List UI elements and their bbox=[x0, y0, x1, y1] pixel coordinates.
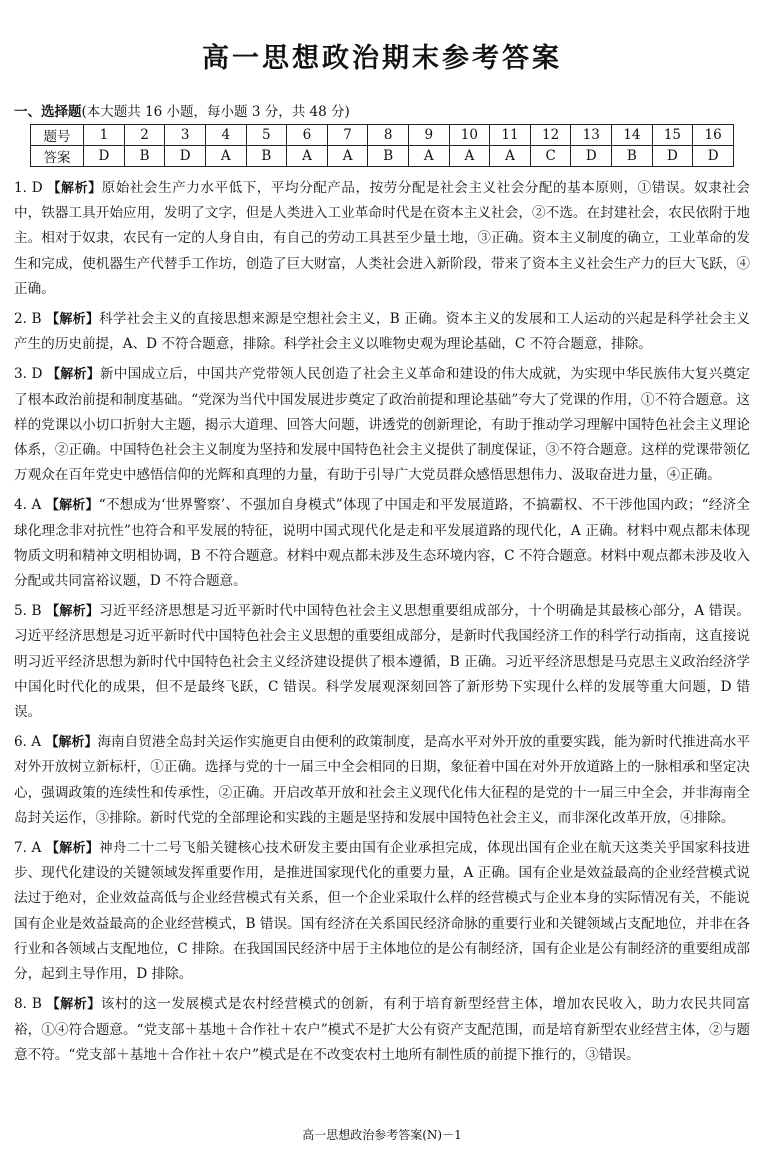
question-number-cell: 16 bbox=[693, 125, 734, 146]
question-number-cell: 9 bbox=[408, 125, 449, 146]
explanation-item bbox=[14, 730, 750, 831]
answer-cell: D bbox=[693, 146, 734, 167]
question-number-cell: 15 bbox=[652, 125, 693, 146]
question-number-cell: 1 bbox=[84, 125, 125, 146]
explanation-text: 科学社会主义的直接思想来源是空想社会主义，B 正确。资本主义的发展和工人运动的兴起是科学社会主义产生的历史前提，A、D 不符合题意，排除。科学社会主义以唯物史观为理论基础，C 不符合题意，排除。 bbox=[14, 311, 750, 353]
explanation-item bbox=[14, 307, 750, 357]
answer-cell: A bbox=[408, 146, 449, 167]
explanation-answer: 1. D bbox=[14, 180, 43, 196]
analysis-tag: 【解析】 bbox=[45, 498, 99, 514]
question-number-cell: 7 bbox=[327, 125, 368, 146]
analysis-tag: 【解析】 bbox=[45, 735, 98, 751]
section-label: 一、选择题 bbox=[14, 104, 82, 120]
question-number-cell: 4 bbox=[205, 125, 246, 146]
answer-cell: A bbox=[205, 146, 246, 167]
analysis-tag: 【解析】 bbox=[47, 181, 102, 196]
explanation-answer: 3. D bbox=[14, 366, 43, 383]
answer-cell: A bbox=[327, 146, 368, 167]
section-heading bbox=[14, 100, 350, 120]
answer-cell: A bbox=[449, 146, 490, 167]
question-number-cell: 5 bbox=[246, 125, 287, 146]
answer-table bbox=[30, 124, 734, 167]
analysis-tag: 【解析】 bbox=[46, 604, 100, 620]
question-number-cell: 13 bbox=[571, 125, 612, 146]
answer-table-answer-header: 答案 bbox=[31, 146, 84, 167]
explanation-list bbox=[14, 176, 750, 1073]
answer-cell: D bbox=[652, 146, 693, 167]
analysis-tag: 【解析】 bbox=[46, 312, 100, 328]
explanation-item bbox=[14, 836, 750, 987]
analysis-tag: 【解析】 bbox=[46, 997, 101, 1013]
question-number-cell: 6 bbox=[287, 125, 328, 146]
explanation-item bbox=[14, 362, 750, 488]
explanation-item bbox=[14, 599, 750, 725]
explanation-text: 海南自贸港全岛封关运作实施更自由便利的政策制度，是高水平对外开放的重要实践，能为新时代推进高水平对外开放树立新标杆，①正确。选择与党的十一届三中全会相同的日期，象征着中国在对外开放道路上的一脉相承和坚定决心，强调政策的连续性和传承性，②正确。开启改革开放和社会主义现代化伟大征程的是党的十一届三中全会，并非海南全岛封关运作，③排除。新时代党的全部理论和实践的主题是坚持和发展中国特色社会主义，而非深化改革开放，④排除。 bbox=[14, 734, 750, 826]
answer-cell: C bbox=[530, 146, 571, 167]
answer-table-number-row bbox=[31, 125, 734, 146]
answer-cell: A bbox=[490, 146, 531, 167]
question-number-cell: 12 bbox=[530, 125, 571, 146]
explanation-answer: 5. B bbox=[14, 603, 42, 620]
explanation-text: 习近平经济思想是习近平新时代中国特色社会主义思想重要组成部分，十个明确是其最核心部分，A 错误。习近平经济思想是习近平新时代中国特色社会主义思想的重要组成部分，是新时代我国经济工作的科学行动指南，这直接说明习近平经济思想为新时代中国特色社会主义经济建设提供了根本遵循，B 正确。习近平经济思想是马克思主义政治经济学中国化时代化的成果，但不是最终飞跃，C 错误。科学发展观深刻回答了新形势下实现什么样的发展等重大问题，D 错误。 bbox=[14, 603, 750, 721]
explanation-text: 该村的这一发展模式是农村经营模式的创新，有利于培育新型经营主体，增加农民收入，助力农民共同富裕，①④符合题意。“党支部＋基地＋合作社＋农户”模式不是扩大公有资产支配范围，而是培育新型农业经营主体，②与题意不符。“党支部＋基地＋合作社＋农户”模式是在不改变农村土地所有制性质的前提下推行的，③错误。 bbox=[14, 996, 750, 1063]
question-number-cell: 10 bbox=[449, 125, 490, 146]
explanation-text: 原始社会生产力水平低下，平均分配产品，按劳分配是社会主义社会分配的基本原则，①错误。奴隶社会中，铁器工具开始应用，发明了文字，但是人类进入工业革命时代是在资本主义社会，②不选。在封建社会，农民依附于地主。相对于奴隶，农民有一定的人身自由，有自己的劳动工具甚至少量土地，③正确。资本主义制度的确立，工业革命的发生和完成，使机器生产代替手工作坊，创造了巨大财富，人类社会进入新阶段，带来了资本主义社会生产力的巨大飞跃，④正确。 bbox=[14, 180, 750, 297]
answer-cell: D bbox=[84, 146, 125, 167]
section-note: (本大题共 16 小题，每小题 3 分，共 48 分) bbox=[81, 104, 350, 120]
question-number-cell: 14 bbox=[612, 125, 653, 146]
explanation-text: 新中国成立后，中国共产党带领人民创造了社会主义革命和建设的伟大成就，为实现中华民族伟大复兴奠定了根本政治前提和制度基础。“党深为当代中国发展进步奠定了政治前提和理论基础”夸大了党课的作用，①不符合题意。这样的党课以小切口折射大主题，揭示大道理、回答大问题，讲透党的创新理论，有助于推动学习理解中国特色社会主义理论体系，②正确。中国特色社会主义制度为坚持和发展中国特色社会主义提供了制度保证，③不符合题意。这样的党课带领亿万观众在百年党史中感悟信仰的光辉和真理的力量，有助于引导广大党员群众感悟思想伟力、汲取奋进力量，④正确。 bbox=[14, 366, 750, 484]
explanation-text: “不想成为‘世界警察’、不强加自身模式”体现了中国走和平发展道路，不搞霸权、不干涉他国内政；“经济全球化理念非对抗性”也符合和平发展的特征，说明中国式现代化是走和平发展道路的现代化，A 正确。材料中观点都未体现物质文明和精神文明相协调，B 不符合题意。材料中观点都未涉及生态环境内容，C 不符合题意。材料中观点都未涉及收入分配或共同富裕议题，D 不符合题意。 bbox=[14, 497, 750, 590]
question-number-cell: 3 bbox=[165, 125, 206, 146]
answer-table-answer-row bbox=[31, 146, 734, 167]
explanation-answer: 2. B bbox=[14, 311, 42, 328]
answer-cell: B bbox=[124, 146, 165, 167]
answer-cell: A bbox=[287, 146, 328, 167]
explanation-answer: 4. A bbox=[14, 497, 42, 514]
explanation-item bbox=[14, 176, 750, 302]
answer-cell: B bbox=[246, 146, 287, 167]
answer-cell: B bbox=[368, 146, 409, 167]
explanation-answer: 6. A bbox=[14, 734, 42, 751]
explanation-answer: 8. B bbox=[14, 996, 42, 1013]
explanation-answer: 7. A bbox=[14, 840, 42, 857]
question-number-cell: 2 bbox=[124, 125, 165, 146]
page-title: 高一思想政治期末参考答案 bbox=[202, 43, 562, 74]
explanation-text: 神舟二十二号飞船关键核心技术研发主要由国有企业承担完成，体现出国有企业在航天这类关乎国家科技进步、现代化建设的关键领域发挥重要作用，是推进国家现代化的重要力量，A 正确。国有企业是效益最高的企业经营模式说法过于绝对，企业效益高低与企业经营模式有关系，但一个企业采取什么样的经营模式与企业本身的实际情况有关，不能说国有企业是效益最高的企业经营模式，B 错误。国有经济在关系国民经济命脉的重要行业和关键领域占支配地位，并非在各行业和各领域占支配地位，C 排除。在我国国民经济中居于主体地位的是公有制经济，国有企业是公有制经济的重要组成部分，起到主导作用，D 排除。 bbox=[14, 840, 751, 983]
analysis-tag: 【解析】 bbox=[45, 841, 100, 857]
answer-cell: D bbox=[571, 146, 612, 167]
explanation-item bbox=[14, 493, 750, 594]
answer-cell: B bbox=[612, 146, 653, 167]
question-number-cell: 8 bbox=[368, 125, 409, 146]
explanation-item bbox=[14, 992, 750, 1068]
analysis-tag: 【解析】 bbox=[47, 367, 100, 383]
page-footer: 高一思想政治参考答案(N)－1 bbox=[302, 1128, 462, 1142]
question-number-cell: 11 bbox=[490, 125, 531, 146]
answer-cell: D bbox=[165, 146, 206, 167]
answer-table-number-header: 题号 bbox=[31, 125, 84, 146]
